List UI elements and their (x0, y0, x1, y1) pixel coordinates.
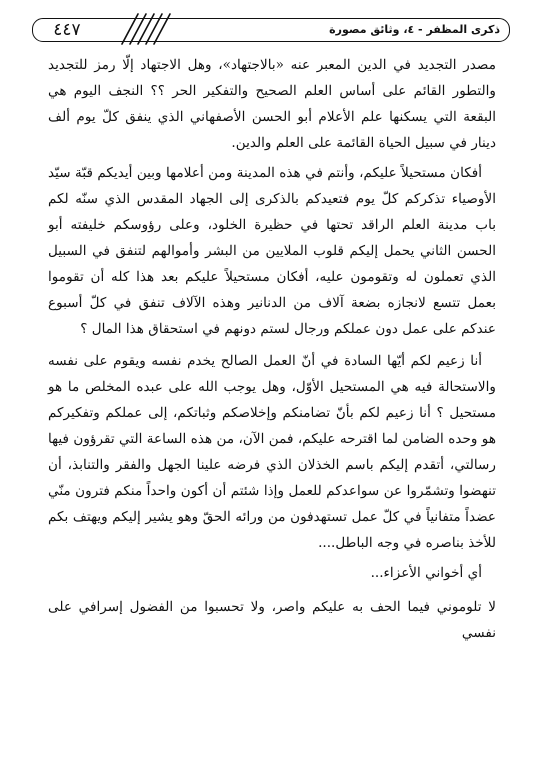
paragraph: أنا زعيم لكم أيّها السادة في أنّ العمل الصالح يخدم نفسه ويقوم على نفسه والاستحالة فيه هي المستحيل الأوّل، وهل يوجب الله على عبده المخلص ما هو مستحيل ؟ أنا زعيم لكم بأنّ تضامنكم وإخلاصكم وثباتكم، إلى عملكم وتفكيركم هو وحده الضامن لما اقترحه عليكم، فمن الآن، من هذه الساعة التي تقرؤون فيها رسالتي، أتقدم إليكم باسم الخذلان الذي فرضه علينا الجهل والفقر والتنابذ، أن تنهضوا وتشمّروا عن سواعدكم للعمل وإذا شئتم أن أكون واحداً منكم فترون منّي عضداً متفانياً في كلّ عمل تستهدفون من ورائه الحقّ وهو يشير إليكم ويهتف بكم للأخذ بناصره في وجه الباطل.... (48, 353, 496, 551)
decorative-slashes-icon (116, 12, 176, 46)
running-header (32, 18, 510, 42)
salutation: أي أخواني الأعزاء... (370, 565, 482, 581)
page-number: ٤٤٧ (53, 20, 81, 40)
paragraph: لا تلوموني فيما الحف به عليكم واصر، ولا تحسبوا من الفضول إسرافي على نفسي (48, 599, 496, 641)
paragraph: أفكان مستحيلاً عليكم، وأنتم في هذه المدينة ومن أعلامها وبين أيديكم قبّة سيّد الأوصياء تذكركم كلّ يوم فتعيدكم بالذكرى إلى الجهاد المقدس الذي سنّه لكم باب مدينة العلم الراقد تحتها في حظيرة الخلود، وعلى رؤوسكم خليفته أبو الحسن الثاني يحمل إليكم قلوب الملايين من البشر وأموالهم لتنفق في السبيل الذي تعملون له وتقومون عليه، أفكان مستحيلاً عليكم بعد هذا كله أن تقوموا بعمل تتسع لانجازه بضعة آلاف من الدنانير وهذه الآلاف تنفق في كلّ أسبوع عندكم على عمل دون عملكم ورجال لستم دونهم في استحقاق هذا المال ؟ (48, 165, 496, 337)
body-text (48, 52, 496, 646)
book-title: ذكرى المظفر - ٤، وثائق مصورة (329, 23, 500, 36)
paragraph: مصدر التجديد في الدين المعبر عنه «بالاجتهاد»، وهل الاجتهاد إلّا رمز للتجديد والتطور القائم على أساس العلم الصحيح والتفكير الحر ؟؟ النجف اليوم هي البقعة التي يسكنها علم الأعلام أبو الحسن الأصفهاني الذي ينفق كلّ يوم ألف دينار في سبيل الحياة القائمة على العلم والدين. (48, 57, 496, 151)
